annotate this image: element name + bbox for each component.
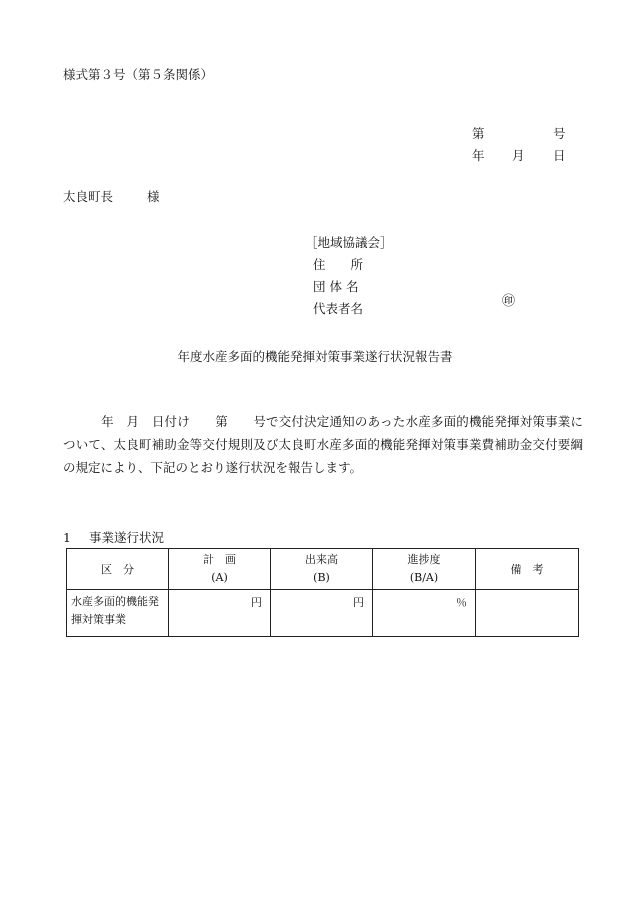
- form-id: 様式第３号（第５条関係）: [63, 67, 214, 82]
- addressee: [63, 191, 160, 204]
- row-plan-unit: 円: [169, 590, 271, 637]
- row-progress-unit: ％: [373, 590, 476, 637]
- seal-mark: ㊞: [502, 294, 516, 309]
- row-actual-unit: 円: [271, 590, 373, 637]
- header-remarks: 備 考: [476, 549, 579, 590]
- date-month: 月: [512, 148, 525, 163]
- date-day: 日: [553, 148, 566, 163]
- date-year: 年: [472, 148, 485, 163]
- table-header-row: [67, 549, 579, 590]
- document-title: 年度水産多面的機能発揮対策事業遂行状況報告書: [177, 349, 453, 364]
- section-heading: [63, 532, 164, 545]
- table-row: [67, 590, 579, 637]
- doc-number-prefix: 第: [472, 126, 485, 141]
- section-title: 事業遂行状況: [89, 530, 165, 545]
- header-plan: 計 画 (A): [169, 549, 271, 590]
- progress-table: [66, 548, 579, 637]
- sender-org: ［地域協議会］: [305, 235, 393, 250]
- row-category: 水産多面的機能発揮対策事業: [67, 590, 169, 637]
- doc-number-suffix: 号: [553, 126, 566, 141]
- section-number: 1: [63, 530, 71, 545]
- sender-representative-label: 代表者名: [313, 301, 364, 316]
- body-paragraph: 年 月 日付け 第 号で交付決定通知のあった水産多面的機能発揮対策事業について、太良町補助金等交付規則及び太良町水産多面的機能発揮対策事業費補助金交付要綱の規定により、下記のとおり遂行状況を報告します。: [63, 414, 583, 475]
- addressee-honorific: 様: [147, 189, 160, 204]
- sender-address-label: 住 所: [313, 257, 364, 272]
- sender-group-label: 団 体 名: [313, 279, 359, 294]
- row-remarks: [476, 590, 579, 637]
- sender-block: [305, 232, 393, 320]
- header-progress: 進捗度 (B/A): [373, 549, 476, 590]
- addressee-name: 太良町長: [63, 189, 114, 204]
- header-category: 区 分: [67, 549, 169, 590]
- header-actual: 出来高 (B): [271, 549, 373, 590]
